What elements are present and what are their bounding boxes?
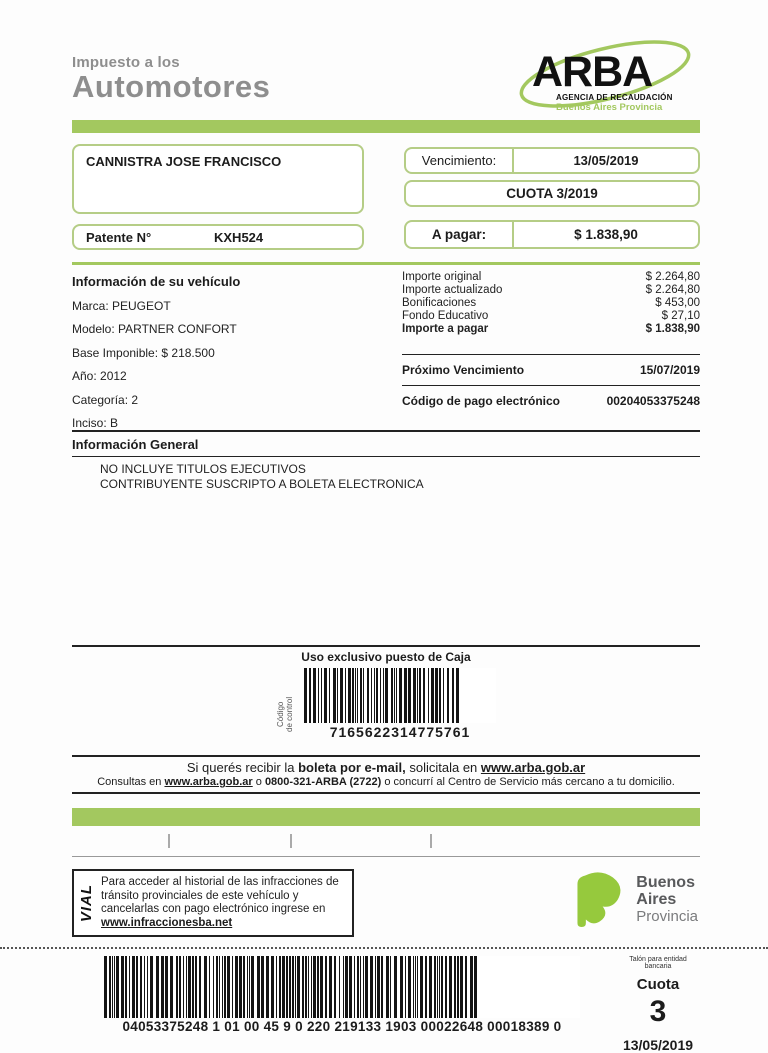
vial-text: [101, 876, 344, 930]
buenos-aires-shape-icon: [570, 871, 626, 927]
amount-due-label: A pagar:: [406, 222, 514, 247]
plate-label: Patente N°: [86, 229, 152, 245]
notice-text-bold: boleta por e-mail,: [298, 760, 406, 775]
amount-row: [402, 284, 700, 297]
amount-value: $ 27,10: [661, 310, 700, 322]
vehicle-model: Modelo: PARTNER CONFORT: [72, 322, 237, 336]
control-code-area: [72, 668, 700, 740]
tick-mark: [168, 834, 170, 848]
amount-value: $ 1.838,90: [645, 323, 700, 335]
amount-value: $ 453,00: [655, 297, 700, 309]
notice-text: o concurrí al Centro de Servicio más cercano a tu domicilio.: [381, 776, 675, 788]
amount-value: $ 2.264,80: [645, 284, 700, 296]
vial-infractions-box: [72, 869, 354, 937]
arba-logo: [510, 38, 700, 114]
next-due-label: Próximo Vencimiento: [402, 363, 525, 377]
payment-barcode-number: 04053375248 1 01 00 45 9 0 220 219133 1903 00022648 00018389 0: [122, 1019, 562, 1034]
title-big: Automotores: [72, 69, 271, 104]
amount-value: $ 2.264,80: [645, 271, 700, 283]
arba-website-link[interactable]: www.arba.gob.ar: [164, 776, 253, 788]
vehicle-category: Categoría: 2: [72, 392, 139, 407]
notice-text: Si querés recibir la: [186, 760, 299, 775]
stub-cuota-label: Cuota: [636, 976, 680, 993]
perforation-line: [0, 947, 768, 949]
stub-due-date: 13/05/2019: [622, 1037, 694, 1053]
amount-label: Importe a pagar: [402, 323, 489, 335]
email-notice-line2: [72, 776, 700, 788]
amount-label: Fondo Educativo: [402, 310, 489, 322]
vehicle-info-section: [72, 271, 384, 430]
epay-code-value: 00204053375248: [606, 394, 700, 408]
taxpayer-name-box: [72, 144, 364, 214]
title-small: Impuesto a los: [72, 54, 180, 71]
amount-row: [402, 297, 700, 310]
tick-mark: [430, 834, 432, 848]
cashier-heading: Uso exclusivo puesto de Caja: [301, 650, 471, 664]
arba-wordmark: ARBA: [532, 48, 653, 96]
vial-logo: VIAL: [78, 883, 95, 923]
vial-text-body: Para acceder al historial de las infracciones de tránsito provinciales de este vehículo y cancelarlas con pago electrónico ingrese en: [101, 876, 339, 915]
detail-columns: [72, 271, 700, 430]
epay-code-label: Código de pago electrónico: [402, 394, 561, 408]
vehicle-tax-base: Base Imponible: $ 218.500: [72, 345, 215, 360]
email-notice-line1: [72, 760, 700, 775]
green-divider-bar-top: [72, 120, 700, 133]
control-code-label-line: Código: [276, 701, 285, 727]
page-title: [72, 54, 270, 105]
phone-number: 0800-321-ARBA (2722): [264, 776, 382, 788]
bank-stub: [616, 956, 700, 1053]
taxpayer-name: CANNISTRA JOSE FRANCISCO: [86, 154, 282, 169]
notice-text: o: [252, 776, 265, 788]
due-date-box: [404, 147, 700, 174]
vehicle-info-heading: Información de su vehículo: [72, 274, 241, 289]
infractions-website-link[interactable]: www.infraccionesba.net: [101, 916, 233, 929]
amount-row: [402, 271, 700, 284]
bank-stub-section: [72, 956, 700, 1053]
amount-label: Importe actualizado: [402, 284, 503, 296]
bank-stub-label: Talón para entidad bancaria: [629, 956, 687, 970]
notice-divider: [72, 792, 700, 794]
notice-text: solicitala en: [405, 760, 481, 775]
buenos-aires-provincia-logo: [570, 871, 698, 927]
installment-box: [404, 180, 700, 207]
green-divider-bar-bottom: [72, 808, 700, 826]
control-barcode: [304, 668, 496, 723]
amount-label: Bonificaciones: [402, 297, 477, 309]
ba-logo-line2: Aires: [636, 890, 677, 908]
amount-due-box: [404, 220, 700, 249]
general-info-line: NO INCLUYE TITULOS EJECUTIVOS: [100, 462, 306, 476]
due-date-label: Vencimiento:: [406, 149, 514, 172]
vehicle-brand: Marca: PEUGEOT: [72, 298, 171, 313]
general-info-line: CONTRIBUYENTE SUSCRIPTO A BOLETA ELECTRONICA: [100, 477, 424, 491]
general-info-heading: Información General: [72, 437, 199, 452]
ba-logo-line1: Buenos: [636, 873, 695, 891]
amount-label: Importe original: [402, 271, 482, 283]
summary-boxes: [72, 144, 700, 250]
due-date-value: 13/05/2019: [573, 153, 639, 168]
payment-barcode: [104, 956, 580, 1018]
green-rule: [72, 262, 700, 265]
general-info-lines: [100, 457, 700, 492]
notice-text: Consultas en: [97, 776, 165, 788]
installment-value: CUOTA 3/2019: [506, 186, 598, 201]
tick-mark: [290, 834, 292, 848]
plate-value: KXH524: [214, 229, 264, 245]
plate-box: [72, 224, 364, 250]
control-code-label: [276, 688, 294, 740]
gray-divider: [72, 856, 700, 857]
next-due-row: [402, 355, 700, 385]
arba-subtitle-2: Buenos Aires Provincia: [556, 102, 663, 113]
vehicle-clause: Inciso: B: [72, 416, 119, 430]
notice-divider: [72, 755, 700, 757]
arba-website-link[interactable]: www.arba.gob.ar: [480, 760, 586, 775]
amount-due-value: $ 1.838,90: [574, 227, 638, 242]
control-barcode-number: 7165622314775761: [329, 724, 471, 740]
alignment-ticks: [72, 826, 700, 856]
amounts-section: [402, 271, 700, 430]
next-due-date: 15/07/2019: [639, 363, 700, 377]
amount-row: [402, 310, 700, 323]
control-code-label-line: de control: [285, 696, 294, 732]
footer-row: [72, 869, 700, 937]
arba-subtitle-1: AGENCIA DE RECAUDACIÓN: [556, 93, 673, 102]
vehicle-year: Año: 2012: [72, 369, 127, 383]
amount-row-total: [402, 323, 700, 336]
ba-logo-line3: Provincia: [636, 907, 698, 925]
header: [72, 38, 700, 116]
epay-code-row: [402, 386, 700, 416]
stub-cuota-number: 3: [649, 995, 667, 1028]
